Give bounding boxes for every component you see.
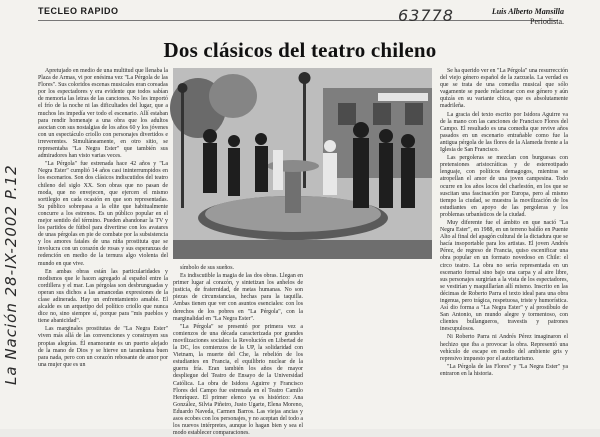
paragraph: Se ha querido ver en "La Pérgola" una resurrección del viejo género español de la zarzuela. La verdad es que se trata de una comedia musical que sólo vagamente se puede relacionar con ese género y aún quizás en su variante chica, que es absolutamente madrileña. (440, 68, 568, 110)
article-column-2 (173, 265, 303, 437)
paragraph: En ambas obras están las particularidades y modismos que le hacen agregado al español entre la cordillera y el mar. Las pérgolas son desbrunguadas y operan sus dichos a las amancedas expresiones de la clase adinerada. Hay un enfrentamiento amable. El alcalde es un arquetipo del político criollo que nunca dice no, sino siempre sí, porque para "mis pueblos y tiene abanicidad". (38, 268, 168, 325)
byline (492, 7, 564, 27)
article-headline: Dos clásicos del teatro chileno (163, 38, 437, 62)
article-column-1 (38, 68, 168, 424)
paragraph: "La Pérgola de las Flores" y "La Negra Ester" ya entraron en la historia. (440, 363, 568, 377)
handwritten-margin-note: La Nación 28-IX-2002 P.12 (2, 164, 20, 385)
photo-illustration (173, 68, 432, 259)
paragraph: "La Pérgola" se presentó por primera vez a comienzos de una década caracterizada por grandes movilizaciones sociales: la Revolución en Libertad de la DC, los comienzos de la UP, la solidaridad con Vietnam, la muerte del Che, la rebelión de los estudiantes en Francia, el equilibrio nuclear de la guerra fría. Eran también los años de mayor despliegue del Teatro de Ensayo de la Universidad Católica. La obra de Isidora Aguirre y Francisco Flores del Campo fue estrenada en el Teatro Camilo Henríquez. El primer elenco ya es histórico: Ana González, Silvia Piñeiro, Justo Ugarte, Elena Moreno, Eduardo Naveda, Carmen Barros. Las viejas ancias y asos ecobes con los personajes, y no aceptan del todo a los nuevos intérpretes, aunque lo hagan bien y sea el modo establecer comparaciones. (173, 323, 303, 437)
section-label: TECLEO RAPIDO (38, 6, 119, 16)
clipping-id: 63778 (398, 6, 454, 25)
byline-author: Luis Alberto Mansilla (491, 7, 564, 16)
paragraph: Las pergoleras se mezclan con burguesas con pretensiones aristocráticas y de estereotipado lenguaje, con políticos demagogos, mientras se atropellan el amor de una joven campesina. Todo ocurre en los años locos del charlestón, en los que se suscitan una fascinación por Europa, pero al mismo tiempo la ciudad, se muestra la movilización de los estudiantes en apoyo de las pergoleras y los problemas urbanísticos de la ciudad. (440, 155, 568, 218)
paragraph: Las marginales prostitutas de "La Negra Ester" viven más allá de las convenciones y construyen sus propias alegrías. Él enamorante es un puerto alejado de la mano de Dios y se hierve un taramkuna buen para nada, pero con un corazón rebosante de amor por una mujer que es un (38, 326, 168, 368)
paragraph: símbolo de sus sueños. (180, 265, 234, 271)
byline-role: Periodista. (530, 17, 564, 26)
article-column-3 (440, 68, 568, 424)
article-photo (173, 68, 432, 259)
paragraph: Muy diferente fue el ámbito en que nació "La Negra Ester", en 1988, en un terreno baldío en Puente Alto al final del apagón cultural de la dictadura que se hacía insoportable para los artistas. El joven Andrés Pérez, de regreso de Francia, quiso escenificar una obra popular en un formato novedoso en Chile: el circo teatro. La obra no sería representada en un escenario formal sino bajo una carpa y al aire libre, sus personajes surgirían a la vista de los espectadores, se vestirían y maquillarían allí mismo. Inscrito en las décimas de Roberto Parra el texto ideal para una obra ingenua, pero trágica, respetuosa, triste y humorística. Así dio forma a "La Negra Ester" y al prostíbulo de San Antonio, un mundo alegre y tormentoso, con clientes bullangueros, travestis y patrones inescupulosos. (440, 219, 568, 333)
paragraph: Es indiscutible la magia de las dos obras. Llegan en primer lugar al corazón, y sintetizan los anhelos de justicia, de fraternidad, de metas humanas. No son piezas de circunstancias, hechas para la taquilla. Ambas tienen que ver con asuntos esenciales: con los derechos de los pobres en "La Pérgola", con la marginalidad en "La Negra Ester". (173, 273, 303, 322)
paragraph: Apretujado en medio de una multitud que llenaba la Plaza de Armas, vi por enésima vez "La Pérgola de las Flores". Sus coloridos escenas musicales eran coreadas por los espectadores y era evidente que todos sabían de memoria las letras de las canciones. No les importó el frío de la noche ni las dificultades del lugar, que a muchos les impedía ver todo el escenario. Allí estaban para rendir homenaje a una obra que los adultos asocian con sus nostalgias de los años 60 y los jóvenes con un espectáculo criollo con personajes divertidos e irreverentes. Simultáneamente, en otro sitio, se representaba "La Negra Ester" que también sus admiradores han visto varias veces. (38, 68, 168, 160)
paragraph: Ni Roberto Parra ni Andrés Pérez imaginaron el hechizo que iba a provocar la obra. Representó una vehículo de escape en medio del ambiente gris y represivo impuesto por el autoritarismo. (440, 334, 568, 362)
paragraph: "La Pérgola" fue estrenada hace 42 años y "La Negra Ester" cumplió 14 años casi ininterrumpidos en los escenarios. Son dos clásicos indiscutidos del teatro chileno del siglo XX. Son obras que no pasan de moda, que no envejecen, que ejercen el mismo sortilegio en cada ocasión en que son representadas. Su público sobrepasa a la elite que habitualmente concurre a los estrenos. Es un público popular en el mejor sentido del término. Pueden abandonar la TV y los partidos de fútbol para divertirse con los avatares de unas pérgolas en pie de combate por la subsistencia y los amores fatales de una niña prostituta que se involucra con un corazón de rosas y sus esperanzas de redención en medio de la ternura algo violenta del mundo en que vive. (38, 161, 168, 267)
paragraph: La gracia del texto escrito por Isidora Aguirre va de la mano con las canciones de Francisco Flores del Campo. El resultado es una comedia que revive años pasados en un escenario entrañable como fue la antigua pérgola de las flores de la Alameda frente a la Iglesia de San Francisco. (440, 111, 568, 154)
